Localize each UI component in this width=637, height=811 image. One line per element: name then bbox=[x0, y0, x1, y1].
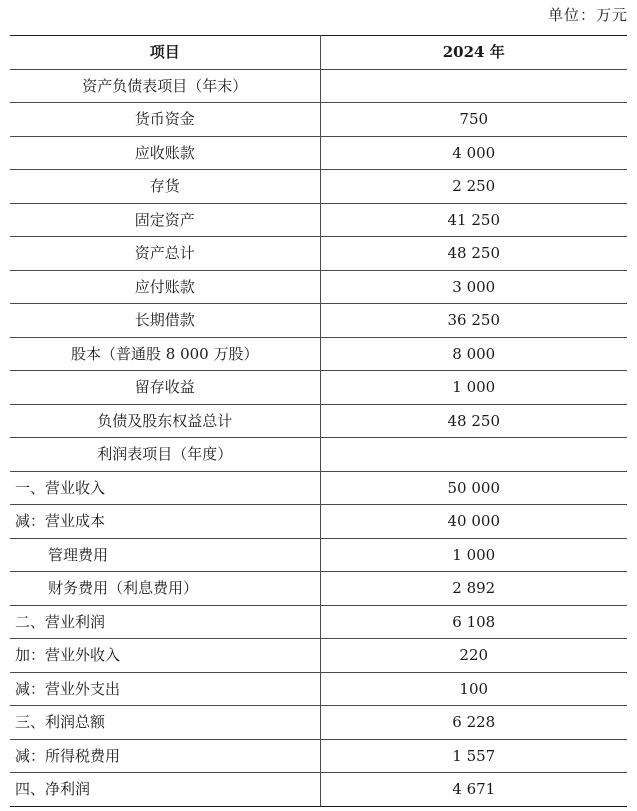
row-item-label: 货币资金 bbox=[10, 103, 320, 137]
table-row bbox=[10, 471, 627, 505]
table-row bbox=[10, 672, 627, 706]
row-value: 36 250 bbox=[320, 304, 627, 338]
unit-label: 单位：万元 bbox=[547, 6, 628, 24]
row-item-label: 二、营业利润 bbox=[10, 605, 320, 639]
row-value: 2 250 bbox=[320, 170, 627, 204]
row-value bbox=[320, 438, 627, 472]
financial-table bbox=[10, 35, 627, 807]
row-value: 3 000 bbox=[320, 270, 627, 304]
row-item-label: 留存收益 bbox=[10, 371, 320, 405]
table-row bbox=[10, 371, 627, 405]
table-row bbox=[10, 69, 627, 103]
row-item-label: 财务费用（利息费用） bbox=[10, 572, 320, 606]
table-row bbox=[10, 203, 627, 237]
table-row bbox=[10, 505, 627, 539]
row-item-label: 利润表项目（年度） bbox=[10, 438, 320, 472]
table-row bbox=[10, 237, 627, 271]
table-row bbox=[10, 337, 627, 371]
row-value: 50 000 bbox=[320, 471, 627, 505]
table-row bbox=[10, 639, 627, 673]
row-item-label: 减：营业外支出 bbox=[10, 672, 320, 706]
row-value: 100 bbox=[320, 672, 627, 706]
row-value: 6 108 bbox=[320, 605, 627, 639]
row-item-label: 管理费用 bbox=[10, 538, 320, 572]
row-item-label: 应收账款 bbox=[10, 136, 320, 170]
table-header-row bbox=[10, 36, 627, 70]
header-item: 项目 bbox=[10, 36, 320, 70]
row-item-label: 长期借款 bbox=[10, 304, 320, 338]
row-value: 48 250 bbox=[320, 404, 627, 438]
row-item-label: 一、营业收入 bbox=[10, 471, 320, 505]
row-value: 40 000 bbox=[320, 505, 627, 539]
table-row bbox=[10, 773, 627, 807]
header-year: 2024 年 bbox=[320, 36, 627, 70]
row-item-label: 股本（普通股 8 000 万股） bbox=[10, 337, 320, 371]
row-item-label: 存货 bbox=[10, 170, 320, 204]
row-value: 750 bbox=[320, 103, 627, 137]
row-item-label: 资产总计 bbox=[10, 237, 320, 271]
table-row bbox=[10, 706, 627, 740]
row-value bbox=[320, 69, 627, 103]
row-item-label: 加：营业外收入 bbox=[10, 639, 320, 673]
row-value: 6 228 bbox=[320, 706, 627, 740]
row-value: 1 000 bbox=[320, 538, 627, 572]
row-item-label: 应付账款 bbox=[10, 270, 320, 304]
row-value: 4 000 bbox=[320, 136, 627, 170]
table-row bbox=[10, 438, 627, 472]
table-row bbox=[10, 605, 627, 639]
table-row bbox=[10, 170, 627, 204]
row-value: 8 000 bbox=[320, 337, 627, 371]
table-row bbox=[10, 304, 627, 338]
table-body bbox=[10, 69, 627, 806]
row-item-label: 固定资产 bbox=[10, 203, 320, 237]
row-value: 4 671 bbox=[320, 773, 627, 807]
row-value: 2 892 bbox=[320, 572, 627, 606]
table-row bbox=[10, 538, 627, 572]
row-value: 41 250 bbox=[320, 203, 627, 237]
table-row bbox=[10, 103, 627, 137]
table-row bbox=[10, 739, 627, 773]
row-item-label: 减：所得税费用 bbox=[10, 739, 320, 773]
table-row bbox=[10, 136, 627, 170]
row-value: 48 250 bbox=[320, 237, 627, 271]
row-value: 1 000 bbox=[320, 371, 627, 405]
table-row bbox=[10, 404, 627, 438]
row-item-label: 资产负债表项目（年末） bbox=[10, 69, 320, 103]
row-item-label: 负债及股东权益总计 bbox=[10, 404, 320, 438]
row-item-label: 四、净利润 bbox=[10, 773, 320, 807]
table-row bbox=[10, 270, 627, 304]
row-value: 220 bbox=[320, 639, 627, 673]
row-item-label: 三、利润总额 bbox=[10, 706, 320, 740]
row-value: 1 557 bbox=[320, 739, 627, 773]
table-row bbox=[10, 572, 627, 606]
row-item-label: 减：营业成本 bbox=[10, 505, 320, 539]
